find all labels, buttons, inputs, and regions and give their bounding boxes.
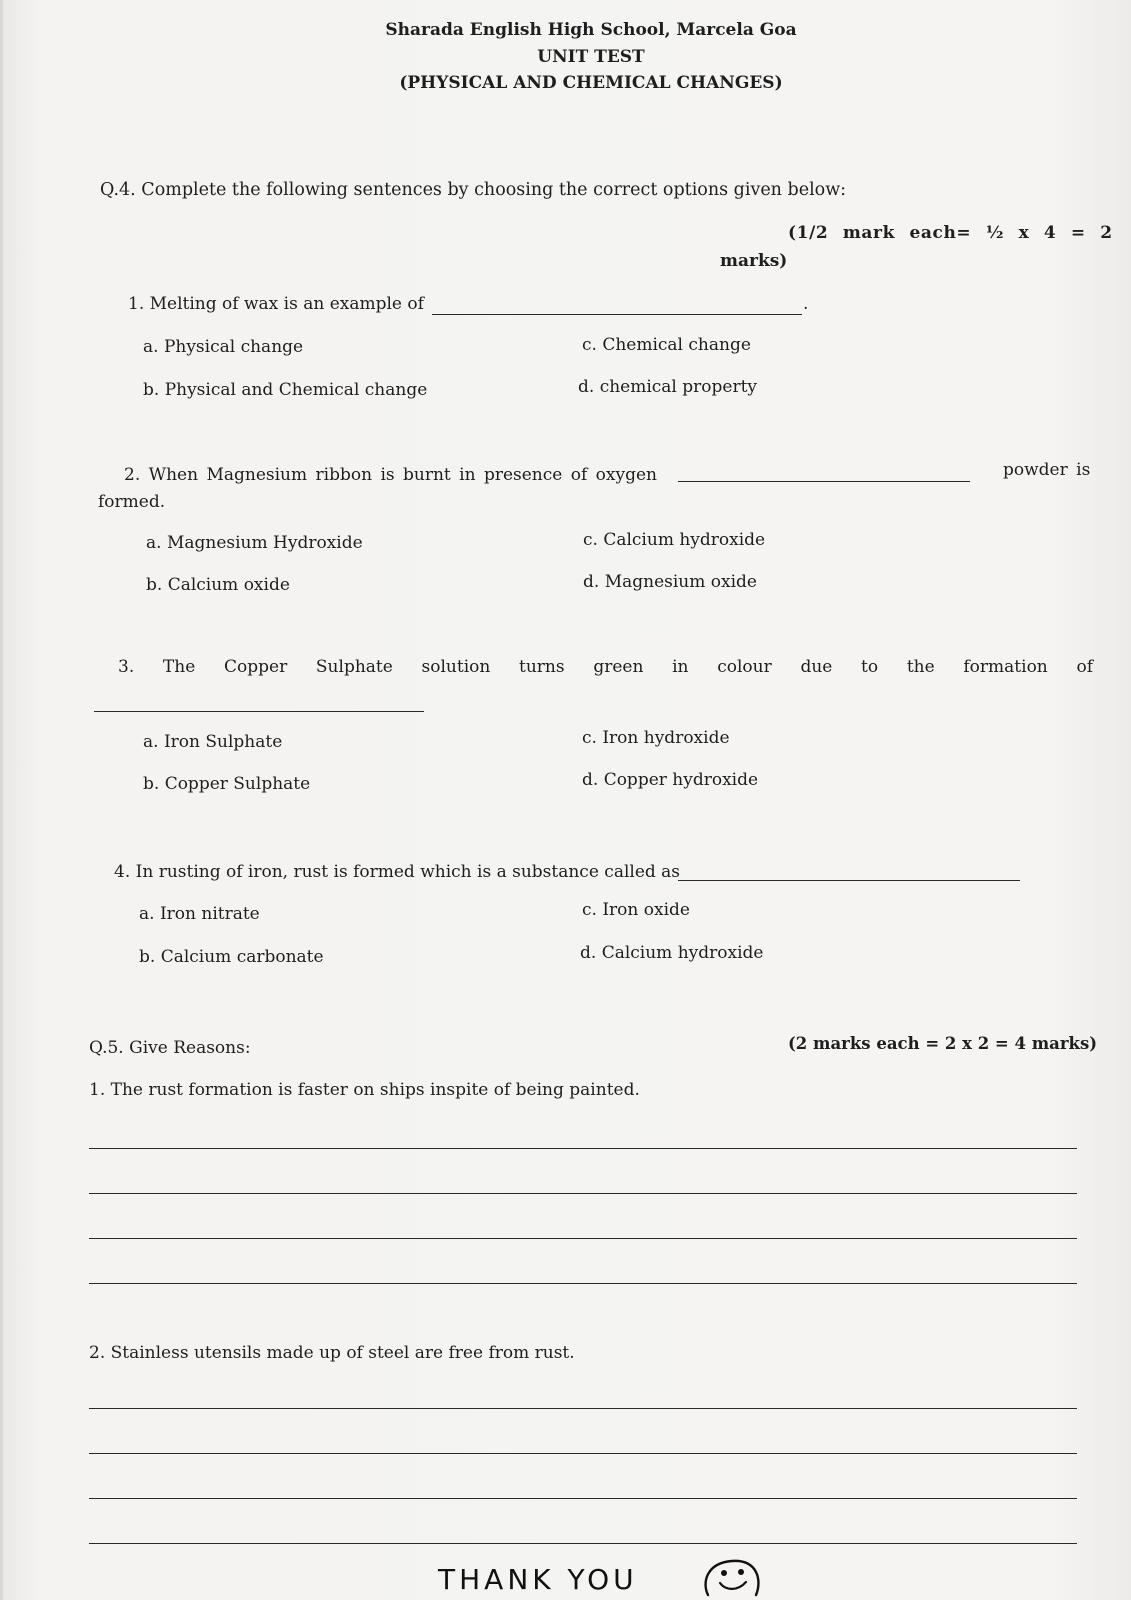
test-subject: (PHYSICAL AND CHEMICAL CHANGES)	[399, 73, 783, 93]
answer-blank[interactable]	[432, 314, 802, 315]
q4-2-option-a[interactable]: a. Magnesium Hydroxide	[146, 533, 363, 553]
answer-line[interactable]	[89, 1238, 1077, 1239]
q5-marks: (2 marks each = 2 x 2 = 4 marks)	[788, 1034, 1098, 1053]
q5-2-question: 2. Stainless utensils made up of steel are free from rust.	[89, 1343, 575, 1363]
answer-line[interactable]	[89, 1193, 1077, 1194]
q4-2-question: 2. When Magnesium ribbon is burnt in presence of oxygen	[124, 465, 657, 485]
answer-blank[interactable]	[94, 711, 424, 712]
q4-4-question: 4. In rusting of iron, rust is formed which is a substance called as	[114, 862, 681, 882]
q5-title: Q.5. Give Reasons:	[89, 1038, 251, 1058]
answer-blank[interactable]	[678, 481, 970, 482]
q4-marks-line1: (1/2 mark each= ½ x 4 = 2	[788, 223, 1113, 243]
q4-3-question: 3. The Copper Sulphate solution turns green in colour due to the formation of	[118, 657, 1093, 677]
smiley-icon	[700, 1557, 764, 1600]
q4-1-question: 1. Melting of wax is an example of	[128, 294, 424, 314]
period: .	[803, 294, 809, 314]
q4-4-option-b[interactable]: b. Calcium carbonate	[139, 947, 324, 967]
answer-blank[interactable]	[678, 880, 1020, 881]
q4-3-option-d[interactable]: d. Copper hydroxide	[582, 770, 759, 790]
answer-line[interactable]	[89, 1408, 1077, 1409]
answer-line[interactable]	[89, 1543, 1077, 1544]
q4-title: Q.4. Complete the following sentences by choosing the correct options given below:	[100, 180, 847, 200]
thank-you-text: THANK YOU	[438, 1563, 638, 1596]
q4-2-option-d[interactable]: d. Magnesium oxide	[583, 572, 757, 592]
answer-line[interactable]	[89, 1498, 1077, 1499]
q4-4-option-a[interactable]: a. Iron nitrate	[139, 904, 260, 924]
q4-3-option-c[interactable]: c. Iron hydroxide	[582, 728, 730, 748]
answer-line[interactable]	[89, 1453, 1077, 1454]
q4-2-question-end: powder is	[1003, 460, 1091, 480]
answer-line[interactable]	[89, 1148, 1077, 1149]
school-name: Sharada English High School, Marcela Goa	[385, 20, 797, 40]
q4-4-option-d[interactable]: d. Calcium hydroxide	[580, 943, 764, 963]
q4-marks-line2: marks)	[720, 251, 788, 271]
q4-1-option-a[interactable]: a. Physical change	[143, 337, 304, 357]
q4-1-option-b[interactable]: b. Physical and Chemical change	[143, 380, 428, 400]
q4-2-option-c[interactable]: c. Calcium hydroxide	[583, 530, 766, 550]
q4-3-option-b[interactable]: b. Copper Sulphate	[143, 774, 311, 794]
q4-3-option-a[interactable]: a. Iron Sulphate	[143, 732, 283, 752]
page-edge	[0, 0, 3, 1600]
q5-1-question: 1. The rust formation is faster on ships inspite of being painted.	[89, 1080, 640, 1100]
q4-4-option-c[interactable]: c. Iron oxide	[582, 900, 690, 920]
test-title: UNIT TEST	[537, 47, 645, 67]
q4-1-option-c[interactable]: c. Chemical change	[582, 335, 751, 355]
answer-line[interactable]	[89, 1283, 1077, 1284]
q4-1-option-d[interactable]: d. chemical property	[578, 377, 758, 397]
q4-2-option-b[interactable]: b. Calcium oxide	[146, 575, 290, 595]
q4-2-question-cont: formed.	[98, 492, 166, 512]
